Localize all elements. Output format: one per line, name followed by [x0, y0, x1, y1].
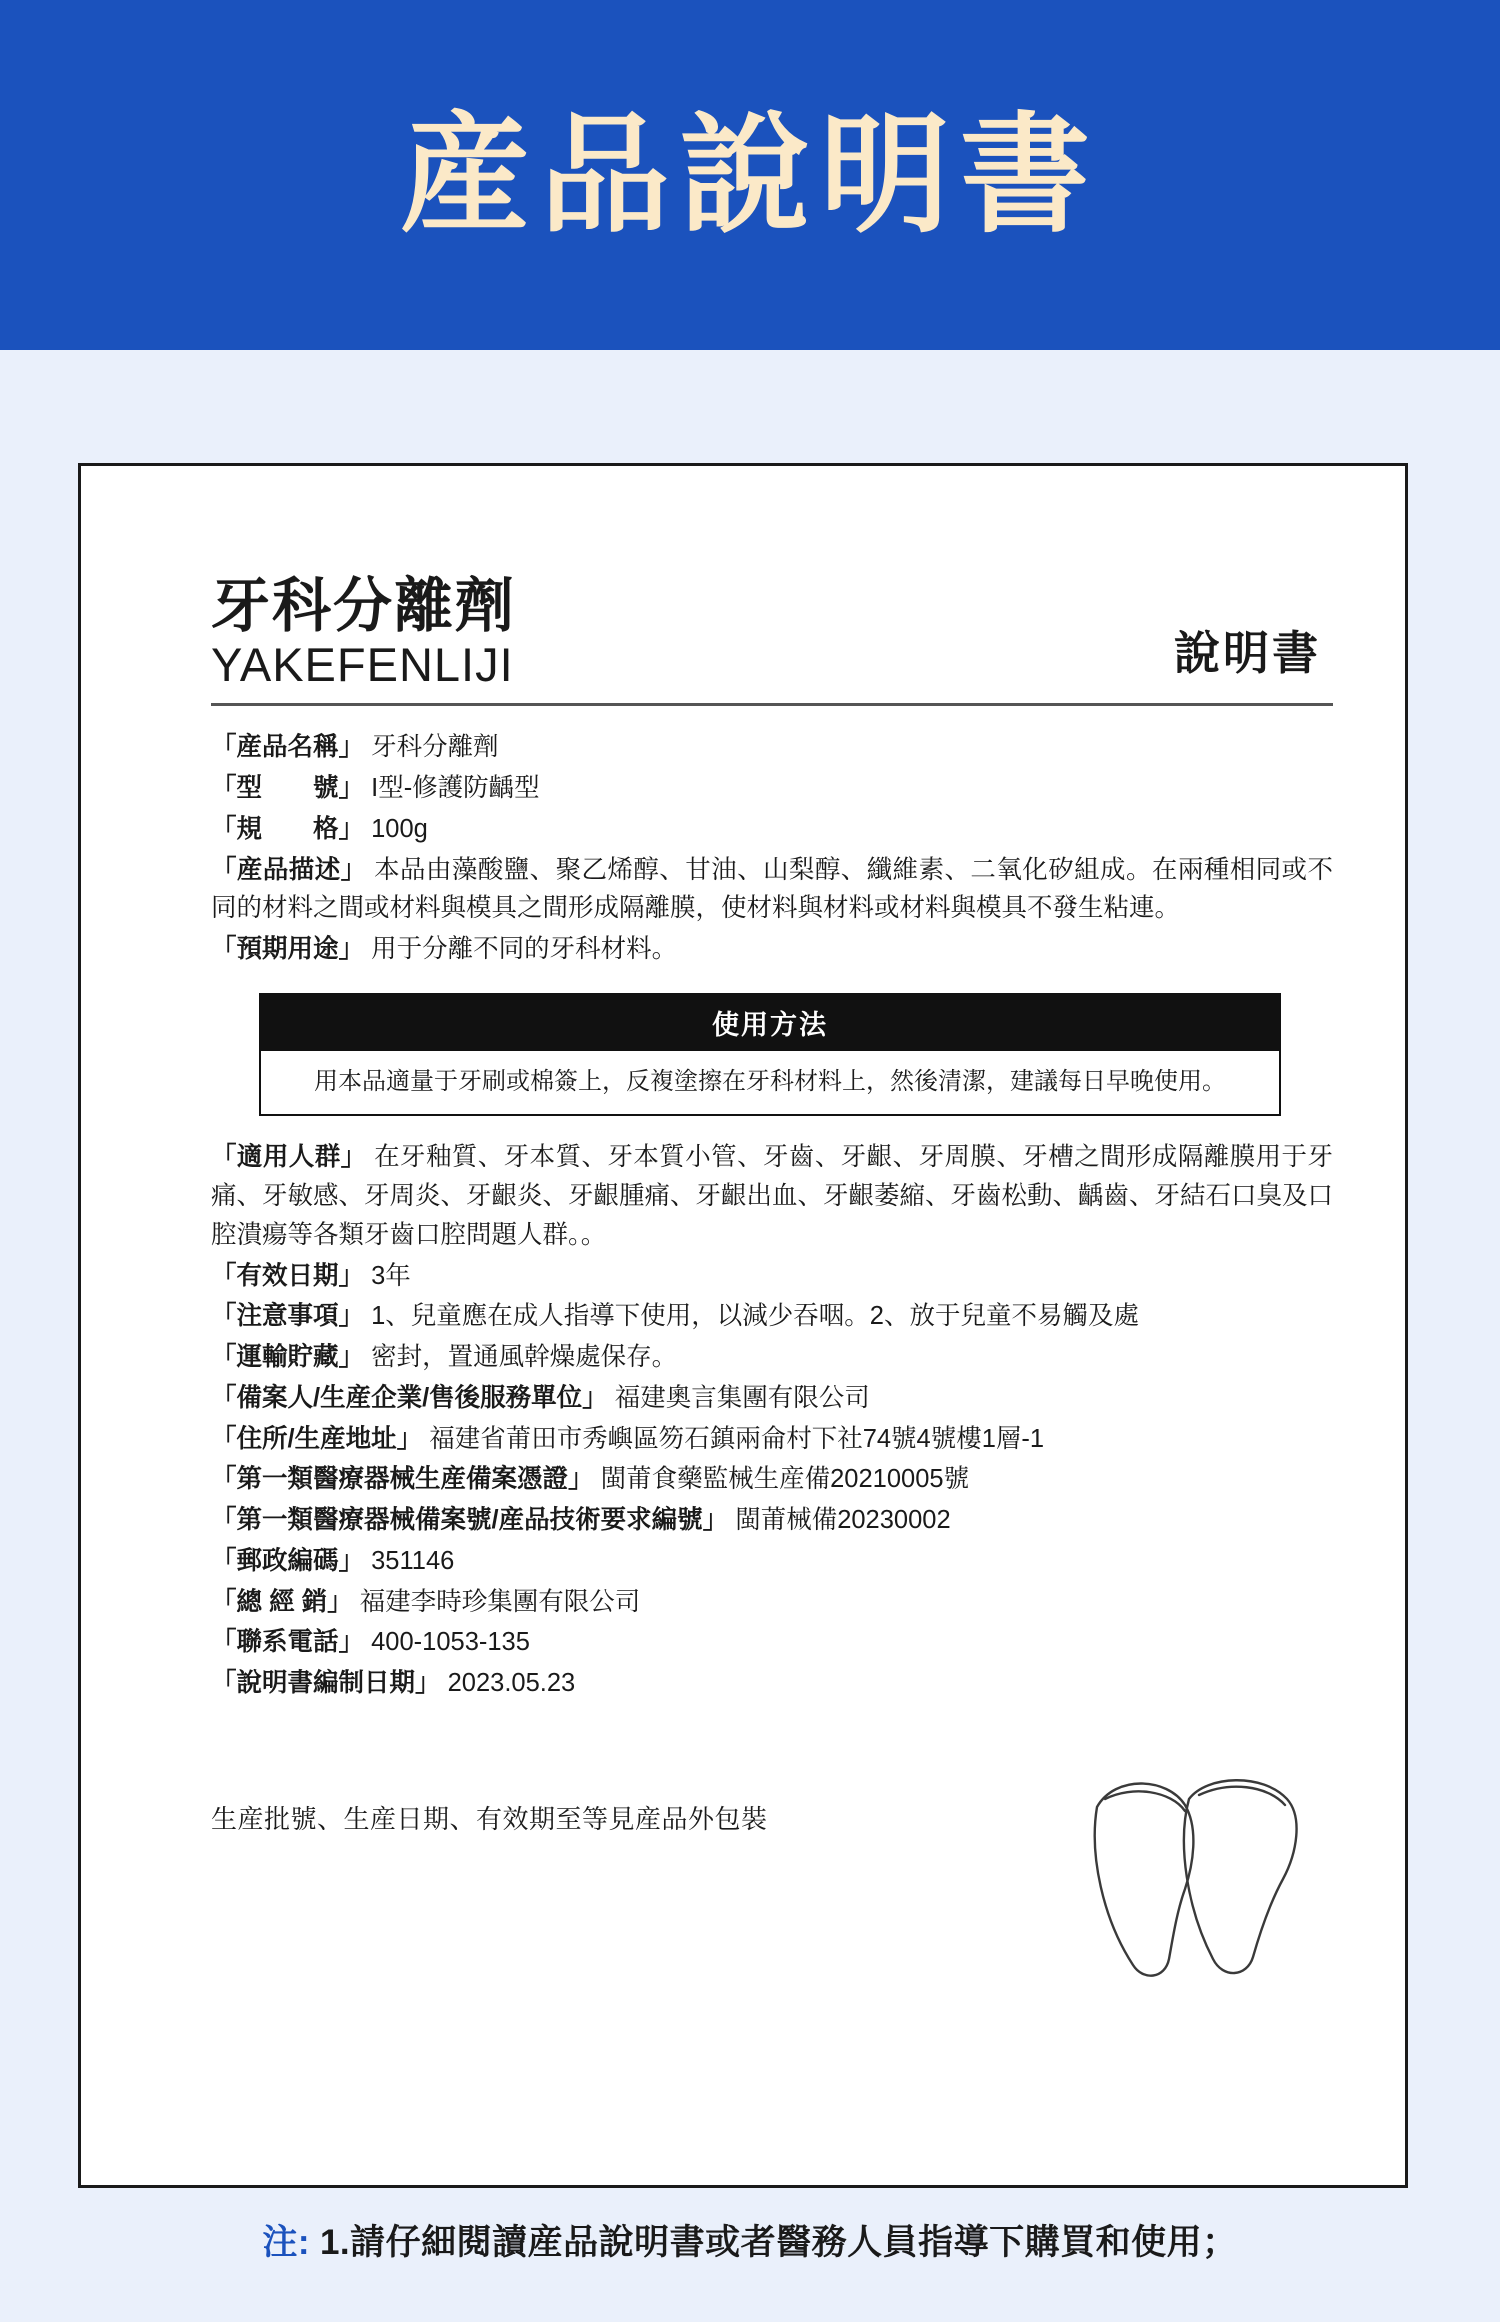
field-label: 「聯系電話」 [211, 1628, 365, 1657]
note-prefix: 注: [262, 2223, 310, 2262]
field-label: 「産品描述」 [211, 855, 367, 884]
field-value: 100g [371, 814, 428, 843]
field-value: 福建奧言集團有限公司 [614, 1383, 870, 1412]
field-value: I型-修護防齲型 [371, 774, 540, 803]
field-row [211, 1379, 1333, 1418]
field-row [211, 1542, 1333, 1581]
brand-header [211, 573, 1333, 706]
field-label: 「預期用途」 [211, 935, 365, 964]
field-value: 閩莆食藥監械生産備20210005號 [600, 1465, 970, 1494]
field-label: 「有效日期」 [211, 1261, 365, 1290]
brand-block [211, 573, 517, 691]
field-value: 用于分離不同的牙科材料。 [371, 935, 678, 964]
field-row [211, 1460, 1333, 1499]
field-row [211, 851, 1333, 929]
field-value: 本品由藻酸鹽、聚乙烯醇、甘油、山梨醇、纖維素、二氧化矽組成。在兩種相同或不同的材料之間或材料與模具之間形成隔離膜，使材料與材料或材料與模具不發生粘連。 [211, 855, 1333, 923]
field-label: 「注意事項」 [211, 1302, 365, 1331]
field-row [211, 769, 1333, 808]
field-label: 「備案人/生産企業/售後服務單位」 [211, 1383, 608, 1412]
brand-name-cn: 牙科分離劑 [211, 573, 517, 639]
field-row [211, 1338, 1333, 1377]
page-title: 産品說明書 [399, 102, 1100, 248]
field-value: 密封，置通風幹燥處保存。 [371, 1343, 678, 1372]
field-label: 「規 格」 [211, 814, 365, 843]
field-row [211, 1583, 1333, 1622]
field-row [211, 930, 1333, 969]
field-row [211, 1664, 1333, 1703]
field-label: 「適用人群」 [211, 1143, 367, 1172]
field-row [211, 728, 1333, 767]
field-row [211, 1297, 1333, 1336]
field-group-primary [211, 728, 1333, 969]
packaging-note: 生産批號、生産日期、有效期至等見産品外包裝 [211, 1803, 768, 1834]
field-value: 400-1053-135 [371, 1628, 530, 1657]
field-label: 「型 號」 [211, 774, 365, 803]
field-label: 「說明書編制日期」 [211, 1669, 441, 1698]
usage-method-title: 使用方法 [261, 995, 1279, 1051]
field-value: 福建省莆田市秀嶼區笏石鎮兩侖村下社74號4號樓1層-1 [429, 1424, 1045, 1453]
field-row [211, 1138, 1333, 1254]
document-content [211, 573, 1334, 2145]
field-value: 351146 [371, 1546, 455, 1575]
field-value: 牙科分離劑 [371, 733, 499, 762]
footer-caution-note [0, 2215, 1500, 2265]
field-row [211, 1420, 1333, 1459]
field-row [211, 1501, 1333, 1540]
usage-method-text: 用本品適量于牙刷或棉簽上，反複塗擦在牙科材料上，然後清潔，建議每日早晚使用。 [314, 1067, 1226, 1095]
field-label: 「總 經 銷」 [211, 1587, 353, 1616]
instruction-document-card [78, 463, 1408, 2188]
field-label: 「第一類醫療器械生産備案憑證」 [211, 1465, 594, 1494]
field-label: 「第一類醫療器械備案號/産品技術要求編號」 [211, 1506, 729, 1535]
usage-method-box [259, 993, 1281, 1117]
field-row [211, 1623, 1333, 1662]
field-group-secondary [211, 1138, 1333, 1703]
brand-name-en: YAKEFENLIJI [211, 637, 514, 691]
field-label: 「住所/生産地址」 [211, 1424, 423, 1453]
field-row [211, 810, 1333, 849]
note-text: 1.請仔細閱讀産品說明書或者醫務人員指導下購買和使用； [319, 2223, 1238, 2262]
header-banner [0, 0, 1500, 350]
field-label: 「郵政編碼」 [211, 1546, 365, 1575]
field-row [211, 1257, 1333, 1296]
field-value: 閩莆械備20230002 [735, 1506, 951, 1535]
field-label: 「産品名稱」 [211, 733, 365, 762]
field-value: 1、兒童應在成人指導下使用，以減少吞咽。2、放于兒童不易觸及處 [371, 1302, 1139, 1331]
document-label: 說明書 [1174, 627, 1321, 680]
field-label: 「運輸貯藏」 [211, 1343, 365, 1372]
field-value: 2023.05.23 [447, 1669, 576, 1698]
field-value: 在牙釉質、牙本質、牙本質小管、牙齒、牙齦、牙周膜、牙槽之間形成隔離膜用于牙痛、牙敏感、牙周炎、牙齦炎、牙齦腫痛、牙齦出血、牙齦萎縮、牙齒松動、齲齒、牙結石口臭及口腔潰瘍等各類牙齒口腔問題人群。。 [211, 1143, 1334, 1249]
field-value: 3年 [371, 1261, 411, 1290]
field-value: 福建李時珍集團有限公司 [359, 1587, 641, 1616]
